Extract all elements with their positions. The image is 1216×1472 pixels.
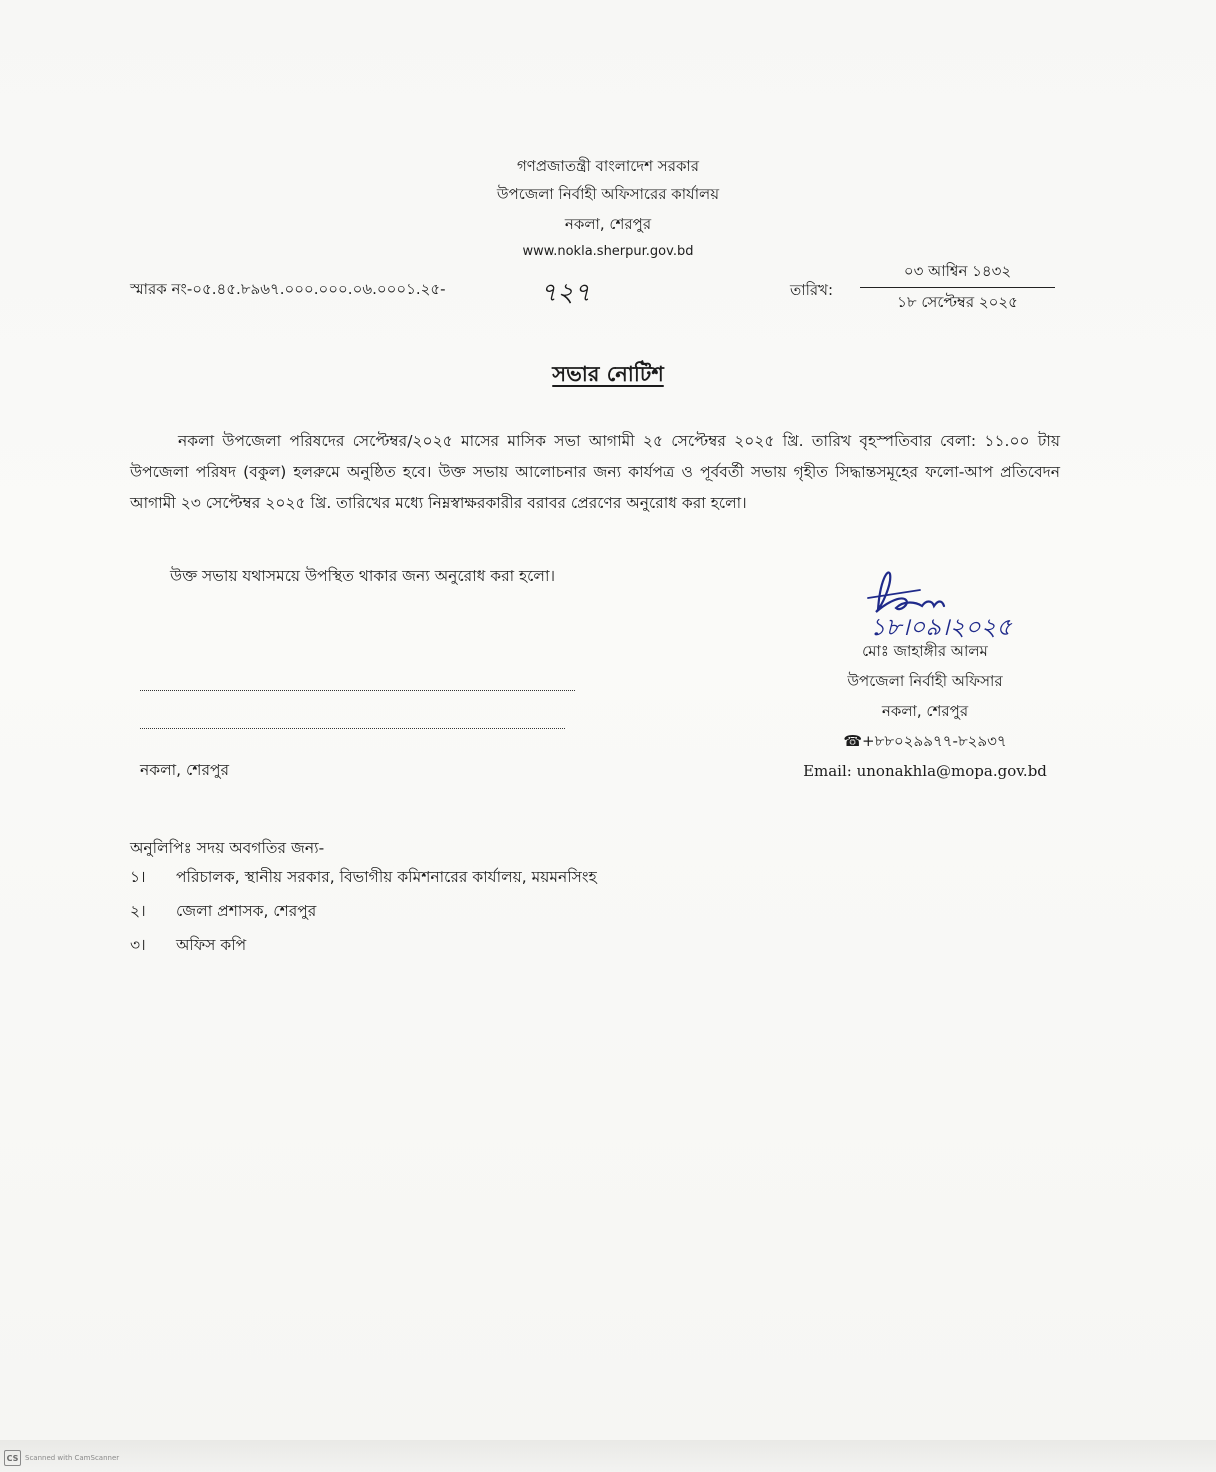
date-label: তারিখ: xyxy=(790,281,834,299)
date-divider xyxy=(860,287,1055,288)
signatory-block xyxy=(790,636,1060,786)
signatory-place: নকলা, শেরপুর xyxy=(881,702,969,720)
camscanner-icon: CS xyxy=(4,1450,21,1466)
notice-title-text: সভার নোটিশ xyxy=(552,362,664,386)
date-bangla: ০৩ আশ্বিন ১৪৩২ xyxy=(903,262,1012,280)
recipient-line-1 xyxy=(140,688,575,691)
notice-paragraph-1: নকলা উপজেলা পরিষদের সেপ্টেম্বর/২০২৫ মাসের মাসিক সভা আগামী ২৫ সেপ্টেম্বর ২০২৫ খ্রি. তারিখ বৃহস্পতিবার বেলা: ১১.০০ টায় উপজেলা পরিষদ (বকুল) হলরুমে অনুষ্ঠিত হবে। উক্ত সভায় আলোচনার জন্য কার্যপত্র ও পূর্ববর্তী সভায় গৃহীত সিদ্ধান্তসমূহের ফলো-আপ প্রতিবেদন আগামী ২৩ সেপ্টেম্বর ২০২৫ খ্রি. তারিখের মধ্যে নিম্নস্বাক্ষরকারীর বরাবর প্রেরণের অনুরোধ করা হলো। xyxy=(130,432,1060,512)
copy-title: অনুলিপিঃ সদয় অবগতির জন্য- xyxy=(130,839,325,857)
signatory-phone: ☎+৮৮০২৯৯৭৭-৮২৯৩৭ xyxy=(843,732,1007,750)
office-website: www.nokla.sherpur.gov.bd xyxy=(522,244,694,259)
notice-title xyxy=(0,358,1216,393)
signatory-name: মোঃ জাহাঙ্গীর আলম xyxy=(862,642,988,660)
list-item-number: ৩। xyxy=(130,936,146,954)
copy-list xyxy=(130,860,597,962)
office-title: উপজেলা নির্বাহী অফিসারের কার্যালয় xyxy=(496,185,720,203)
list-item-number: ১। xyxy=(130,868,146,886)
signature-mark xyxy=(860,560,1070,640)
scanner-text: Scanned with CamScanner xyxy=(25,1454,120,1462)
signature-date: ১৮।০৯।২০২৫ xyxy=(870,613,1012,640)
office-location: নকলা, শেরপুর xyxy=(564,215,652,233)
notice-paragraph-2: উক্ত সভায় যথাসময়ে উপস্থিত থাকার জন্য অনুরোধ করা হলো। xyxy=(170,567,555,585)
scanner-watermark xyxy=(4,1450,119,1466)
signatory-email[interactable]: Email: unonakhla@mopa.gov.bd xyxy=(803,762,1047,780)
signatory-designation: উপজেলা নির্বাহী অফিসার xyxy=(847,672,1003,690)
list-item-text: অফিস কপি xyxy=(176,936,247,954)
list-item xyxy=(130,894,597,928)
recipient-place: নকলা, শেরপুর xyxy=(140,761,230,779)
govt-title: গণপ্রজাতন্ত্রী বাংলাদেশ সরকার xyxy=(516,157,700,175)
date-english: ১৮ সেপ্টেম্বর ২০২৫ xyxy=(897,293,1018,311)
list-item-text: পরিচালক, স্থানীয় সরকার, বিভাগীয় কমিশনারের কার্যালয়, ময়মনসিংহ xyxy=(176,868,597,886)
page-bottom-edge xyxy=(0,1440,1216,1472)
list-item xyxy=(130,860,597,894)
list-item-number: ২। xyxy=(130,902,146,920)
list-item xyxy=(130,928,597,962)
list-item-text: জেলা প্রশাসক, শেরপুর xyxy=(176,902,317,920)
recipient-line-2 xyxy=(140,726,565,729)
memo-number: স্মারক নং-০৫.৪৫.৮৯৬৭.০০০.০০০.০৬.০০০১.২৫- xyxy=(130,280,446,298)
memo-handwritten-number: ৭২৭ xyxy=(540,278,591,308)
